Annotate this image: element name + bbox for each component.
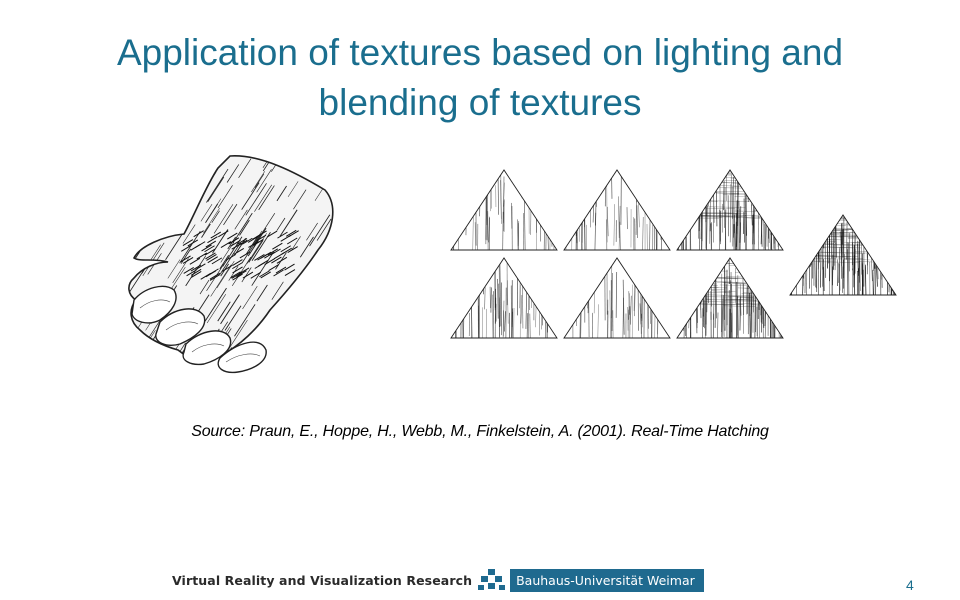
hatching-tonal-art-map [445, 165, 905, 345]
slide-title [40, 28, 920, 128]
hatch-triangle-blended [790, 215, 905, 333]
hatch-triangle-r2-c2 [564, 258, 670, 345]
hatch-triangle-r2-c1 [450, 258, 557, 345]
page-number: 4 [906, 577, 914, 593]
university-name: Bauhaus-Universität Weimar [510, 569, 704, 592]
footer-brand [172, 568, 704, 592]
slide-title-line-1: Application of textures based on lighting and [116, 32, 844, 73]
slide-title-line-2: blending of textures [318, 82, 642, 123]
hatched-hand-illustration [120, 150, 350, 375]
lab-name: Virtual Reality and Visualization Research [172, 572, 473, 588]
source-citation: Source: Praun, E., Hoppe, H., Webb, M., Finkelstein, A. (2001). Real-Time Hatching [191, 423, 769, 440]
bauhaus-cubes-icon [478, 568, 506, 592]
